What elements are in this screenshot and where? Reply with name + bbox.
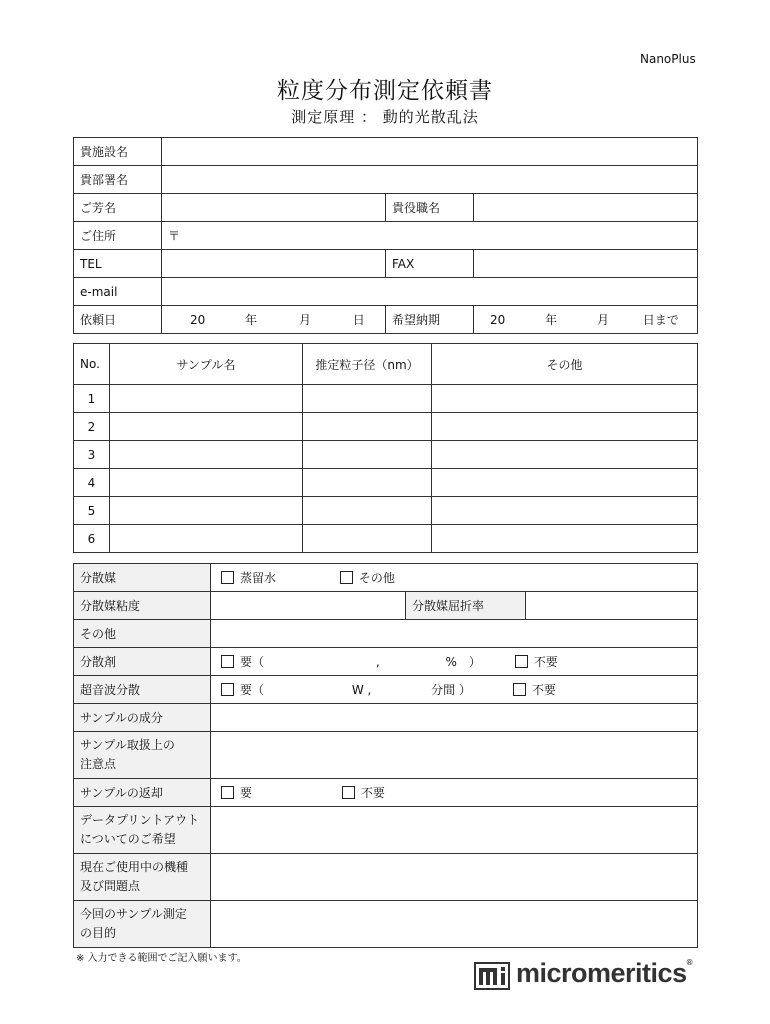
medium-water-label: 蒸留水 [240, 571, 277, 585]
table-row [74, 222, 698, 250]
medium-other-checkbox[interactable] [340, 571, 353, 584]
table-row [74, 901, 698, 948]
page-title: 粒度分布測定依頼書 [277, 78, 493, 104]
table-row [74, 385, 698, 413]
table-row [74, 732, 698, 779]
return-need-label: 要 [240, 786, 253, 800]
table-row [74, 469, 698, 497]
dispersant-field [211, 648, 698, 676]
handling-label-line1: サンプル取扱上の [80, 738, 175, 752]
desired-day-unit: 日まで [642, 313, 679, 327]
ultrasonic-not-need-label: 不要 [531, 683, 556, 697]
table-row [74, 525, 698, 553]
other-cell[interactable] [432, 497, 698, 525]
table-row [74, 250, 698, 278]
desired-year-prefix: 20 [490, 313, 506, 327]
purpose-label-line1: 今回のサンプル測定 [80, 907, 187, 921]
viscosity-label: 分散媒粘度 [74, 592, 211, 620]
row-number: 4 [74, 469, 110, 497]
medium-field [211, 564, 698, 592]
current-label-line1: 現在ご使用中の機種 [80, 860, 189, 874]
table-row [74, 648, 698, 676]
dispersant-need-checkbox[interactable] [221, 655, 234, 668]
table-row [74, 413, 698, 441]
purpose-label-line2: の目的 [80, 926, 117, 940]
request-date-label: 依頼日 [74, 306, 162, 334]
table-header-row [74, 344, 698, 385]
dispersant-comma: , [375, 655, 380, 669]
dispersant-not-need-checkbox[interactable] [515, 655, 528, 668]
table-row [74, 704, 698, 732]
other-cell[interactable] [432, 525, 698, 553]
current-field[interactable] [211, 854, 698, 901]
purpose-field[interactable] [211, 901, 698, 948]
applicant-table [73, 137, 698, 334]
row-number: 3 [74, 441, 110, 469]
table-row [74, 497, 698, 525]
ultrasonic-minutes: 分間 ） [431, 683, 471, 697]
ultrasonic-need-label: 要（ [240, 683, 265, 697]
sample-name-cell[interactable] [110, 385, 303, 413]
postal-mark: 〒 [168, 229, 181, 243]
request-month-unit: 月 [298, 313, 311, 327]
sample-name-cell[interactable] [110, 497, 303, 525]
email-label: e-mail [74, 278, 162, 306]
brand-label: NanoPlus [640, 52, 696, 66]
printout-label [74, 807, 211, 854]
header-sample-name: サンプル名 [110, 344, 303, 385]
row-number: 5 [74, 497, 110, 525]
purpose-label [74, 901, 211, 948]
position-label: 貴役職名 [386, 194, 474, 222]
logo-text: micromeritics [516, 958, 687, 988]
handling-label [74, 732, 211, 779]
header-no: No. [74, 344, 110, 385]
viscosity-field[interactable] [211, 592, 406, 620]
refractive-label: 分散媒屈折率 [406, 592, 526, 620]
department-field[interactable] [162, 166, 698, 194]
dispersant-not-need-label: 不要 [533, 655, 558, 669]
tel-label: TEL [74, 250, 162, 278]
address-label: ご住所 [74, 222, 162, 250]
table-row [74, 306, 698, 334]
samples-table [73, 343, 698, 553]
medium-water-checkbox[interactable] [221, 571, 234, 584]
ultrasonic-label: 超音波分散 [74, 676, 211, 704]
logo-registered-mark: ® [686, 958, 692, 967]
particle-size-cell[interactable] [303, 441, 432, 469]
table-row [74, 592, 698, 620]
request-day-unit: 日 [352, 313, 365, 327]
ultrasonic-need-checkbox[interactable] [221, 683, 234, 696]
email-field[interactable] [162, 278, 698, 306]
return-label: サンプルの返却 [74, 779, 211, 807]
medium-other-label: その他 [358, 571, 395, 585]
dispersant-percent: % ） [445, 655, 481, 669]
dispersant-label: 分散剤 [74, 648, 211, 676]
sample-name-cell[interactable] [110, 469, 303, 497]
position-field[interactable] [474, 194, 698, 222]
handling-label-line2: 注意点 [80, 757, 117, 771]
handling-field[interactable] [211, 732, 698, 779]
company-field[interactable] [162, 138, 698, 166]
header-particle-size: 推定粒子径（nm） [303, 344, 432, 385]
return-need-checkbox[interactable] [221, 786, 234, 799]
ultrasonic-not-need-checkbox[interactable] [513, 683, 526, 696]
printout-label-line1: データプリントアウト [80, 813, 200, 827]
dispersant-need-label: 要（ [240, 655, 265, 669]
refractive-field[interactable] [526, 592, 698, 620]
table-row [74, 779, 698, 807]
current-label-line2: 及び問題点 [80, 879, 141, 893]
department-label: 貴部署名 [74, 166, 162, 194]
table-row [74, 854, 698, 901]
table-row [74, 620, 698, 648]
printout-label-line2: についてのご希望 [80, 832, 176, 846]
conditions-table [73, 563, 698, 948]
table-row [74, 194, 698, 222]
particle-size-cell[interactable] [303, 497, 432, 525]
printout-field[interactable] [211, 807, 698, 854]
particle-size-cell[interactable] [303, 413, 432, 441]
other-field[interactable] [211, 620, 698, 648]
table-row [74, 166, 698, 194]
sample-name-cell[interactable] [110, 413, 303, 441]
company-label: 貴施設名 [74, 138, 162, 166]
particle-size-cell[interactable] [303, 469, 432, 497]
desired-date-label: 希望納期 [386, 306, 474, 334]
micromeritics-logo-icon [474, 962, 510, 990]
tel-field[interactable] [162, 250, 386, 278]
fax-field[interactable] [474, 250, 698, 278]
desired-month-unit: 月 [596, 313, 609, 327]
return-not-need-checkbox[interactable] [342, 786, 355, 799]
ultrasonic-watt: W , [351, 683, 372, 697]
table-row [74, 441, 698, 469]
table-row [74, 676, 698, 704]
footnote: ※ 入力できる範囲でご記入願います。 [76, 953, 247, 964]
page-subtitle: 測定原理 ： 動的光散乱法 [291, 108, 479, 126]
other-cell[interactable] [432, 441, 698, 469]
sample-name-cell[interactable] [110, 525, 303, 553]
current-label [74, 854, 211, 901]
row-number: 6 [74, 525, 110, 553]
sample-name-cell[interactable] [110, 441, 303, 469]
header-other: その他 [432, 344, 698, 385]
table-row [74, 807, 698, 854]
request-date-field[interactable] [162, 306, 386, 334]
row-number: 2 [74, 413, 110, 441]
name-field[interactable] [162, 194, 386, 222]
desired-date-field[interactable] [474, 306, 698, 334]
return-field [211, 779, 698, 807]
request-year-unit: 年 [245, 313, 258, 327]
row-number: 1 [74, 385, 110, 413]
address-field[interactable] [162, 222, 698, 250]
other-cell[interactable] [432, 413, 698, 441]
composition-label: サンプルの成分 [74, 704, 211, 732]
logo-wordmark [516, 958, 692, 989]
table-row [74, 564, 698, 592]
desired-year-unit: 年 [545, 313, 558, 327]
other-cell[interactable] [432, 385, 698, 413]
return-not-need-label: 不要 [360, 786, 385, 800]
other-label: その他 [74, 620, 211, 648]
ultrasonic-field [211, 676, 698, 704]
table-row [74, 138, 698, 166]
particle-size-cell[interactable] [303, 525, 432, 553]
medium-label: 分散媒 [74, 564, 211, 592]
table-row [74, 278, 698, 306]
request-year-prefix: 20 [190, 313, 206, 327]
other-cell[interactable] [432, 469, 698, 497]
fax-label: FAX [386, 250, 474, 278]
composition-field[interactable] [211, 704, 698, 732]
name-label: ご芳名 [74, 194, 162, 222]
particle-size-cell[interactable] [303, 385, 432, 413]
